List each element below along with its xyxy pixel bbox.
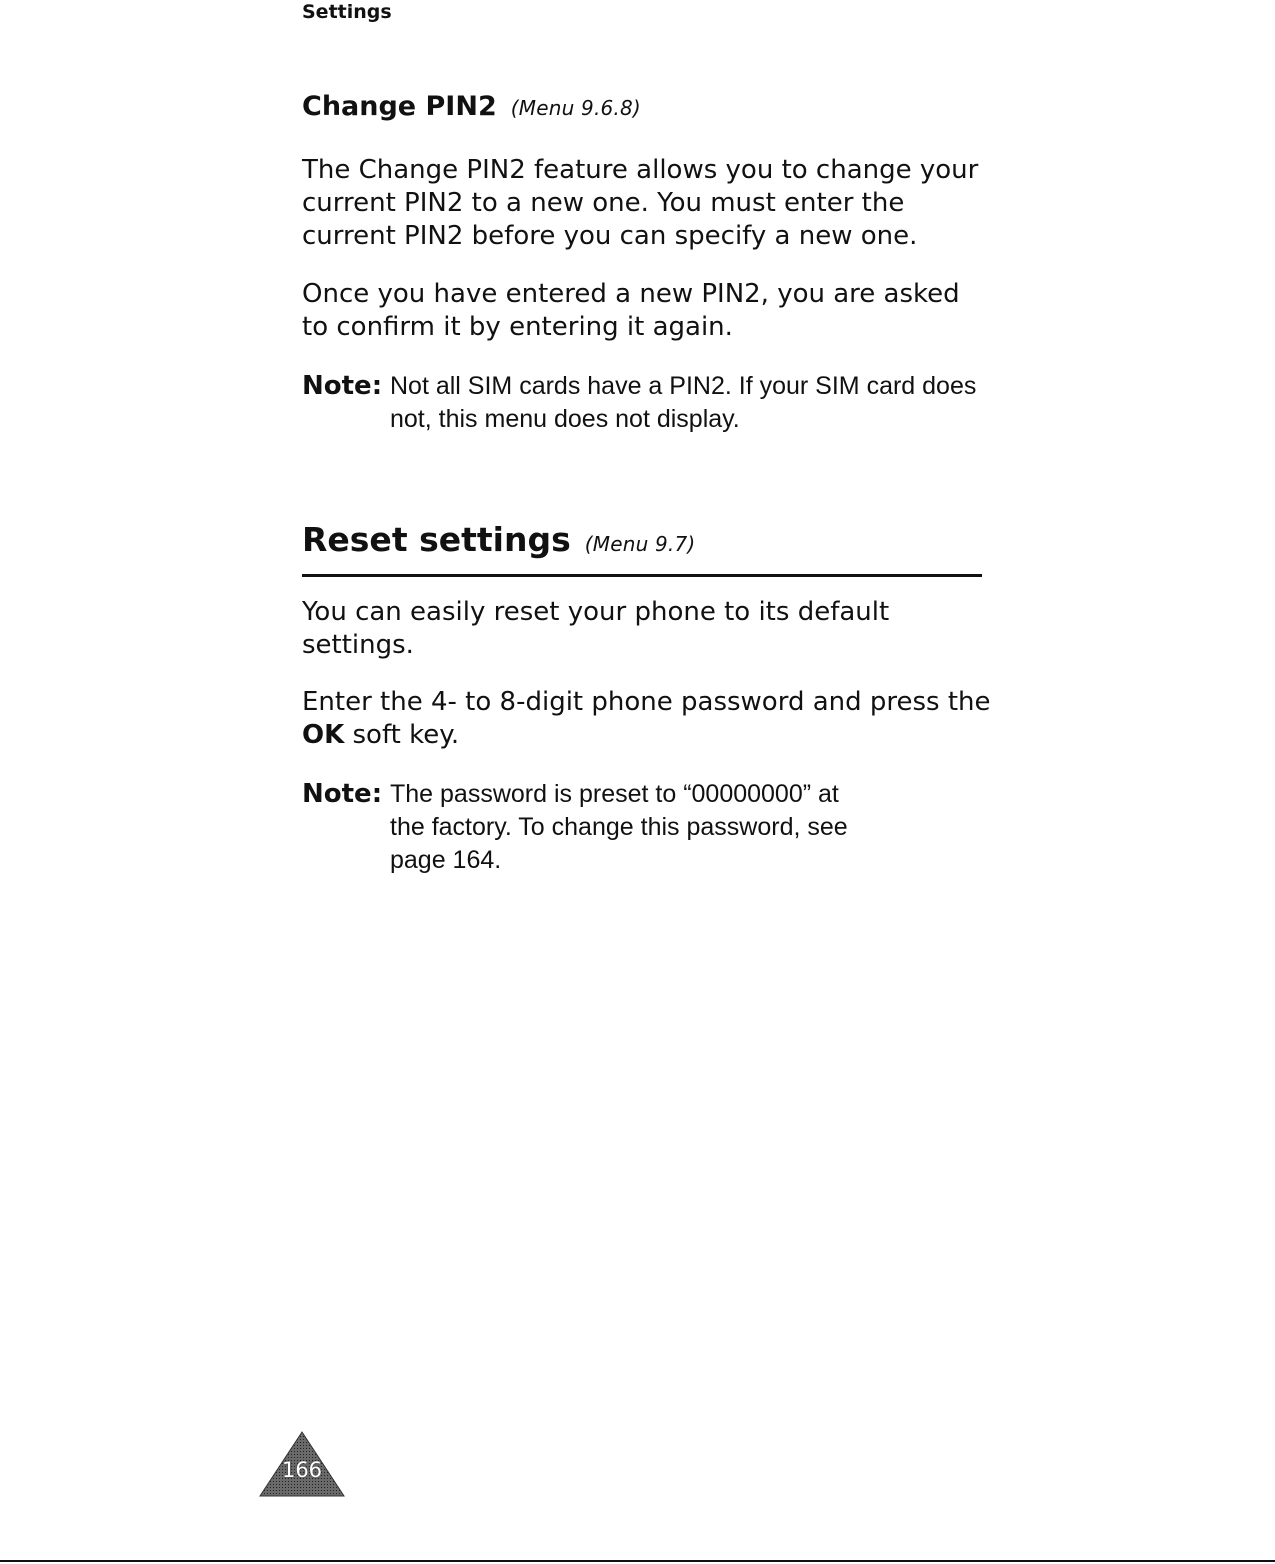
running-header: Settings [302,1,392,23]
note-label-text: Note [302,779,372,809]
ok-soft-key-label: OK [302,720,345,750]
reset-settings-note [302,778,992,877]
reset-paragraph-2-before: Enter the 4- to 8-digit phone password and press the [302,687,991,717]
reset-settings-title-text: Reset settings [302,520,571,559]
change-pin2-title-text: Change PIN2 [302,91,497,122]
change-pin2-paragraph-2: Once you have entered a new PIN2, you are asked to confirm it by entering it again. [302,279,960,342]
page-number-marker [258,1430,346,1498]
change-pin2-heading [302,88,992,127]
bottom-rule [0,1560,1275,1562]
reset-settings-title [302,518,982,566]
change-pin2-menu-ref: (Menu 9.6.8) [510,96,641,120]
reset-settings-heading [302,518,982,577]
change-pin2-paragraph-1: The Change PIN2 feature allows you to change your current PIN2 to a new one. You must enter the current PIN2 before you can specify a new one. [302,155,979,251]
page-number: 166 [281,1458,323,1482]
reset-settings-paragraph-2 [302,686,992,752]
note-text: The password is preset to “00000000” at the factory. To change this password, see page 164. [390,780,848,874]
reset-settings-paragraph-1: You can easily reset your phone to its default settings. [302,597,890,660]
note-text: Not all SIM cards have a PIN2. If your SIM card does not, this menu does not display. [390,372,977,433]
reset-paragraph-2-after: soft key. [344,720,460,750]
note-label-text: Note [302,371,372,401]
note-label: Note: [302,371,383,401]
note-label: Note: [302,779,383,809]
change-pin2-title [302,88,992,127]
change-pin2-note [302,370,992,436]
reset-settings-menu-ref: (Menu 9.7) [584,532,696,556]
